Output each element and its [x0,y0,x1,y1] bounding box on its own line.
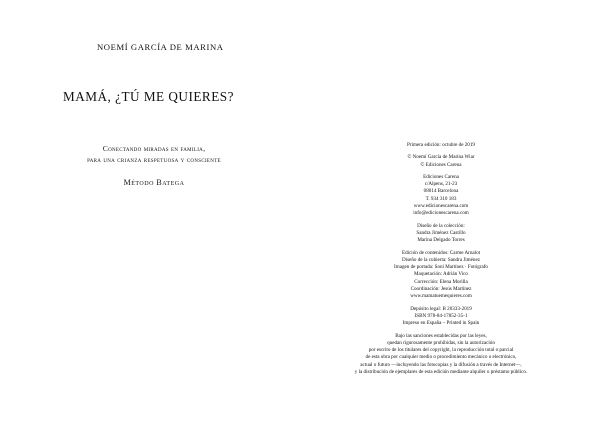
credits-line: © Noemí García de Marina Wiar [407,154,475,161]
credits-line: Edición de contenidos: Carme Arnalot [401,249,481,256]
title-page [0,0,290,425]
credits-line: quedan rigurosamente prohibidas, sin la autorización [387,339,495,346]
book-subtitle [58,143,250,188]
book-title: MAMÁ, ¿TÚ ME QUIERES? [63,89,234,104]
author-name: NOEMÍ GARCÍA DE MARINA [97,42,224,52]
credits-block [300,142,582,381]
copyright-page [300,0,600,425]
credits-line: Impreso en España – Printed in Spain [402,320,480,327]
credits-line: info@edicionescarena.com [413,210,469,217]
subtitle-line: Conectando miradas en familia, [102,144,206,153]
credits-line: Coordinación: Jesús Martínez [410,286,472,293]
credits-line: Diseño de la cubierta: Sandra Jiménez [402,256,480,263]
subtitle-line: para una crianza respetuosa y consciente [87,155,221,164]
credits-line: y la distribución de ejemplares de esta edición mediante alquiler o préstamo público. [354,369,528,376]
credits-line: © Ediciones Carena [420,161,462,168]
credits-line: Marina Delgado Torres [417,237,465,244]
credits-line: Bajo las sanciones establecidas por las leyes, [395,332,487,339]
method-name: Método Batega [123,178,185,187]
credits-line: 08014 Barcelona [423,188,459,195]
credits-line: Primera edición: octubre de 2019 [407,142,475,148]
credits-section [300,333,582,377]
credits-section [300,174,582,218]
credits-line: T. 934 310 183 [425,195,457,202]
credits-line: Diseño de la colección: [417,222,465,229]
credits-section [300,154,582,169]
credits-line: Depósito legal: B 20333-2019 [410,305,472,312]
credits-line: www.mamatuemequieres.com [410,293,472,300]
credits-line: Corrección: Elena Morilla [414,278,468,285]
credits-section [300,142,582,149]
credits-line: Imagen de portada: Soni Martínez · Fotógrafo [394,264,488,271]
credits-section [300,250,582,301]
credits-line: Maquetación: Adrián Vico [414,271,468,278]
credits-section [300,223,582,245]
credits-line: ISBN 978-84-17852-35-1 [414,312,468,319]
credits-line: actual o futuro —incluyendo las fotocopias y la difusión a través de Internet—, [360,361,522,368]
credits-line: Sandra Jiménez Castillo [416,229,466,236]
credits-section [300,306,582,328]
credits-line: por escrito de los titulares del copyright, la reproducción total o parcial [368,347,514,354]
credits-line: www.edicionescarena.com [413,203,469,210]
credits-line: c/Alpens, 21-23 [424,181,458,188]
credits-line: de esta obra por cualquier medio o procedimiento mecánico o electrónico, [365,354,517,361]
credits-line: Ediciones Carena [423,173,459,180]
